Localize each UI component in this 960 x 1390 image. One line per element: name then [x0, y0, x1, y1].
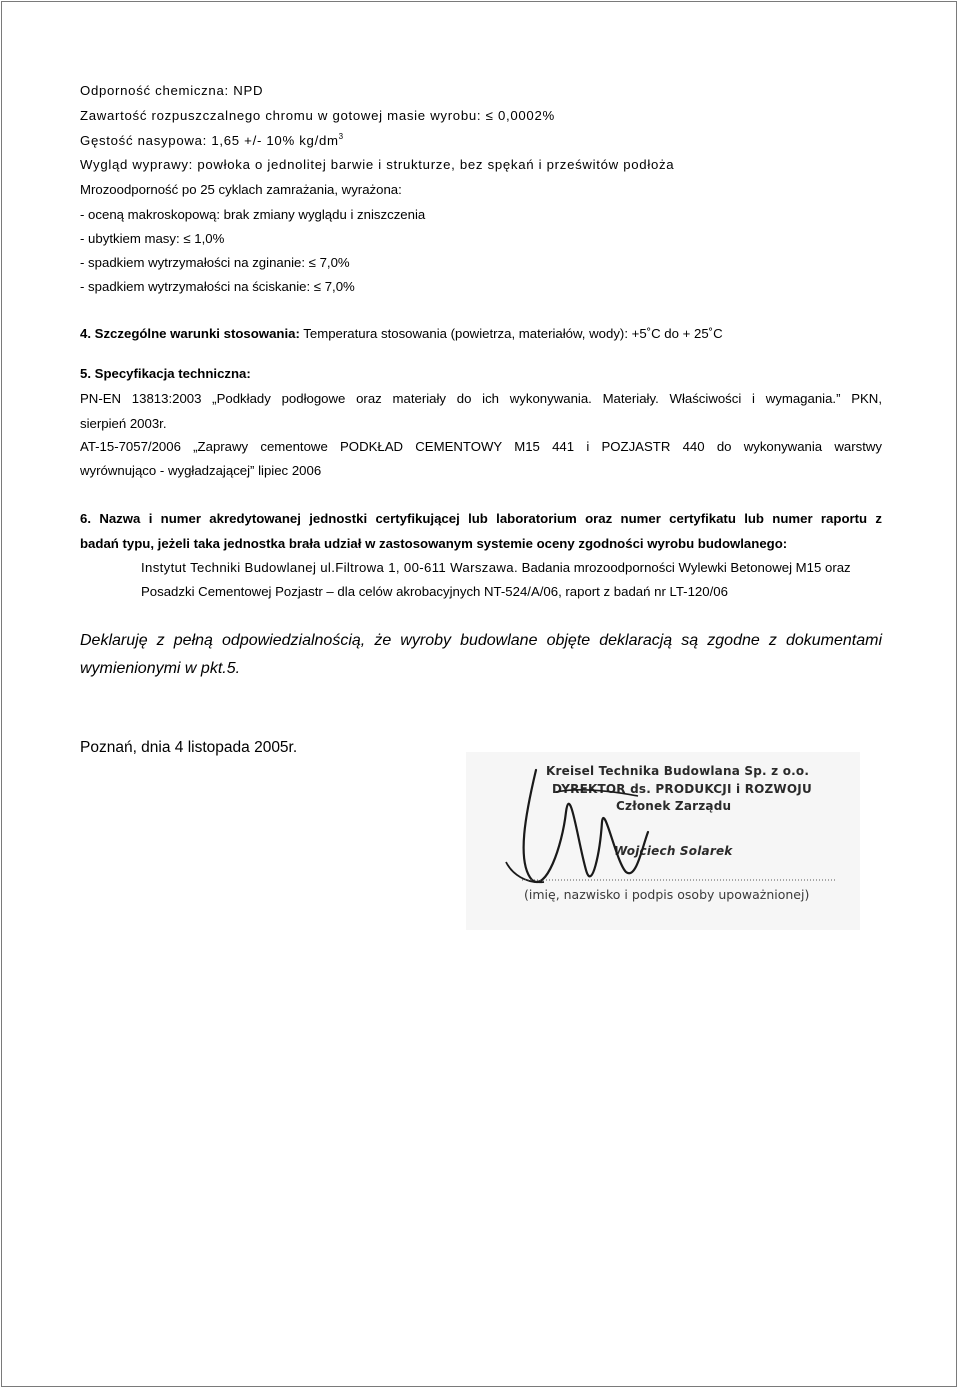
approval-line-1: AT-15-7057/2006 „Zaprawy cementowe PODKŁAD CEMENTOWY M15 441 i POZJASTR 440 do wykonywania warstwy — [80, 439, 882, 454]
stamp-footer: (imię, nazwisko i podpis osoby upoważnionej) — [524, 887, 810, 902]
signature-scribble — [466, 752, 860, 930]
frost-mass-loss: - ubytkiem masy: ≤ 1,0% — [80, 231, 225, 246]
frost-bending: - spadkiem wytrzymałości na zginanie: ≤ 7,0% — [80, 255, 350, 270]
signature-stamp — [466, 752, 860, 930]
institute-line: Instytut Techniki Budowlanej ul.Filtrowa 1, 00-611 Warszawa. Badania mrozoodporności Wylewki Betonowej M15 oraz — [141, 560, 851, 575]
stamp-title: DYREKTOR ds. PRODUKCJI i ROZWOJU — [552, 782, 812, 796]
frost-compression: - spadkiem wytrzymałości na ściskanie: ≤ 7,0% — [80, 279, 355, 294]
section-6-heading-1: 6. Nazwa i numer akredytowanej jednostki certyfikującej lub laboratorium oraz numer certyfikatu lub numer raportu z — [80, 511, 882, 526]
chem-resistance: Odporność chemiczna: NPD — [80, 83, 264, 98]
approval-line-2: wyrównująco - wygładzającej” lipiec 2006 — [80, 463, 322, 478]
bulk-density: Gęstość nasypowa: 1,65 +/- 10% $kg/dm^3$ — [80, 132, 344, 148]
place-date: Poznań, dnia 4 listopada 2005r. — [80, 739, 298, 756]
section-6-heading-2: badań typu, jeżeli taka jednostka brała udział w zastosowanym systemie oceny zgodności wyrobu budowlanego: — [80, 536, 788, 551]
frost-resistance: Mrozoodporność po 25 cyklach zamrażania, wyrażona: — [80, 182, 402, 197]
stamp-role: Członek Zarządu — [616, 799, 732, 813]
declaration-line-1: Deklaruję z pełną odpowiedzialnością, że wyroby budowlane objęte deklaracją są zgodne z dokumentami — [80, 632, 882, 649]
section-5-heading: 5. Specyfikacja techniczna: — [80, 366, 251, 381]
declaration-line-2: wymienionymi w pkt.5. — [80, 660, 241, 677]
section-4: 4. Szczególne warunki stosowania: Temperatura stosowania (powietrza, materiałów, wody): +5˚C do + 25˚C — [80, 326, 723, 341]
appearance: Wygląd wyprawy: powłoka o jednolitej barwie i strukturze, bez spękań i prześwitów podłoża — [80, 157, 675, 172]
section-4-heading: 4. Szczególne warunki stosowania: — [80, 326, 300, 341]
report-line: Posadzki Cementowej Pozjastr – dla celów akrobacyjnych NT-524/A/06, raport z badań nr LT-120/06 — [141, 584, 728, 599]
frost-macro: - oceną makroskopową: brak zmiany wyglądu i zniszczenia — [80, 207, 426, 222]
stamp-name: Wojciech Solarek — [614, 844, 733, 858]
standard-line-1: PN-EN 13813:2003 „Podkłady podłogowe oraz materiały do ich wykonywania. Materiały. Właściwości i wymagania.” PKN, — [80, 391, 882, 406]
stamp-company: Kreisel Technika Budowlana Sp. z o.o. — [546, 764, 810, 778]
standard-line-2: sierpień 2003r. — [80, 416, 167, 431]
chromium-content: Zawartość rozpuszczalnego chromu w gotowej masie wyrobu: ≤ 0,0002% — [80, 108, 555, 123]
